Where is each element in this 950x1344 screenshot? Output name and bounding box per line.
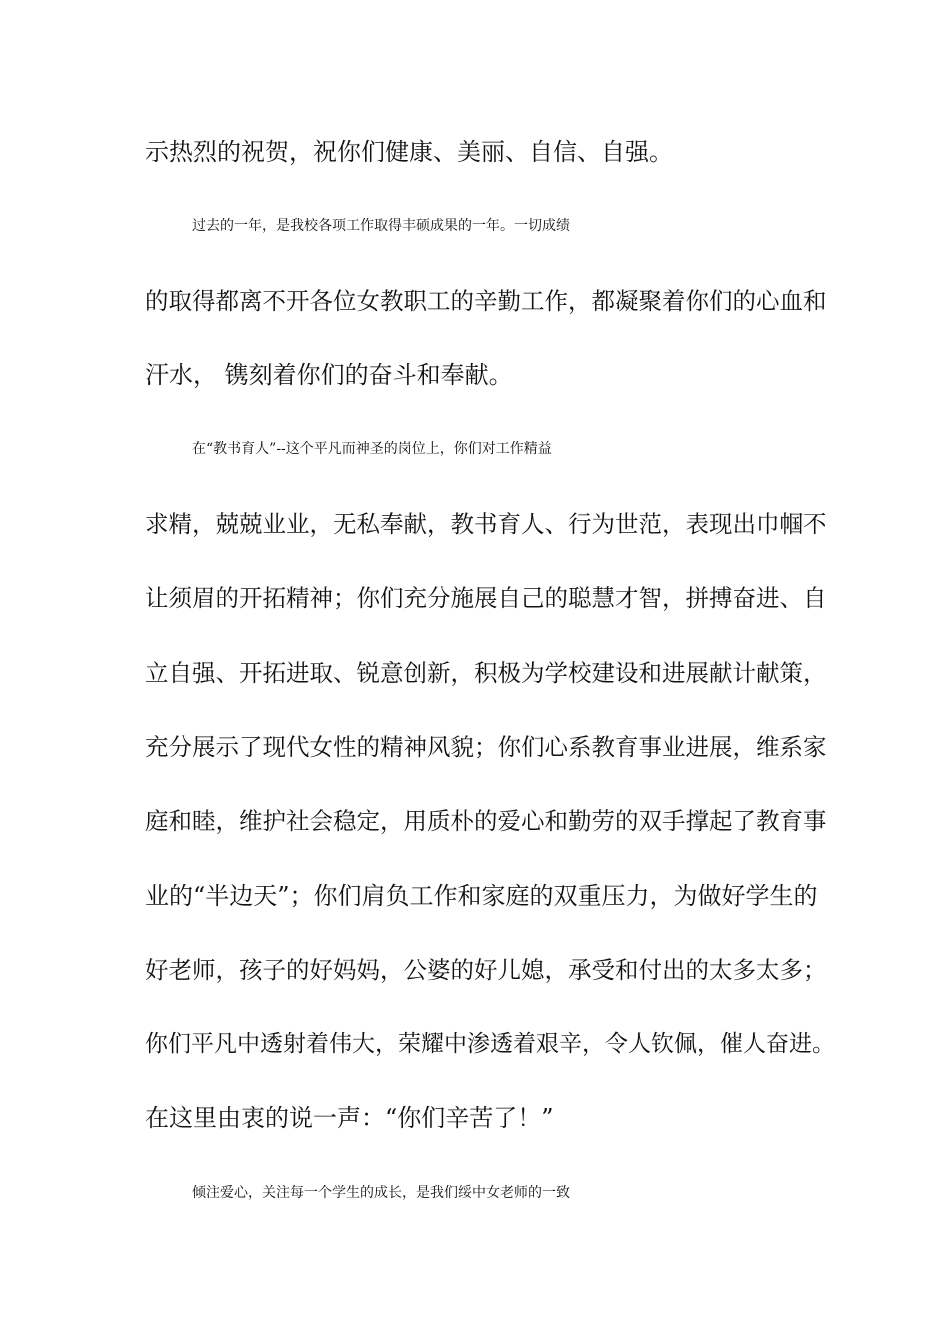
text-line: 你们平凡中透射着伟大，荣耀中渗透着艰辛，令人钦佩，催人奋进。: [145, 1031, 835, 1057]
text-line: 业的“半边天”；你们肩负工作和家庭的双重压力，为做好学生的: [145, 882, 818, 910]
text-line: 示热烈的祝贺，祝你们健康、美丽、自信、自强。: [145, 138, 673, 166]
text-line: 的取得都离不开各位女教职工的辛勤工作，都凝聚着你们的心血和: [145, 287, 827, 315]
text-line: 充分展示了现代女性的精神风貌；你们心系教育事业进展，维系家: [145, 733, 827, 761]
text-line: 好老师，孩子的好妈妈，公婆的好儿媳，承受和付出的太多太多；: [145, 956, 827, 984]
text-line: 让须眉的开拓精神；你们充分施展自己的聪慧才智，拼搏奋进、自: [145, 584, 827, 612]
paragraph-first-line: 在“教书育人”--这个平凡而神圣的岗位上，你们对工作精益: [192, 441, 552, 457]
text-line: 求精，兢兢业业，无私奉献，教书育人、行为世范，表现出巾帼不: [145, 510, 827, 538]
paragraph-first-line: 倾注爱心，关注每一个学生的成长，是我们绥中女老师的一致: [192, 1185, 570, 1201]
text-line: 汗水， 镌刻着你们的奋斗和奉献。: [145, 361, 513, 389]
text-line: 在这里由衷的说一声：“你们辛苦了！”: [145, 1104, 554, 1132]
paragraph-first-line: 过去的一年，是我校各项工作取得丰硕成果的一年。一切成绩: [192, 218, 570, 234]
text-line: 庭和睦，维护社会稳定，用质朴的爱心和勤劳的双手撑起了教育事: [145, 807, 827, 835]
text-line: 立自强、开拓进取、锐意创新，积极为学校建设和进展献计献策，: [145, 659, 827, 687]
